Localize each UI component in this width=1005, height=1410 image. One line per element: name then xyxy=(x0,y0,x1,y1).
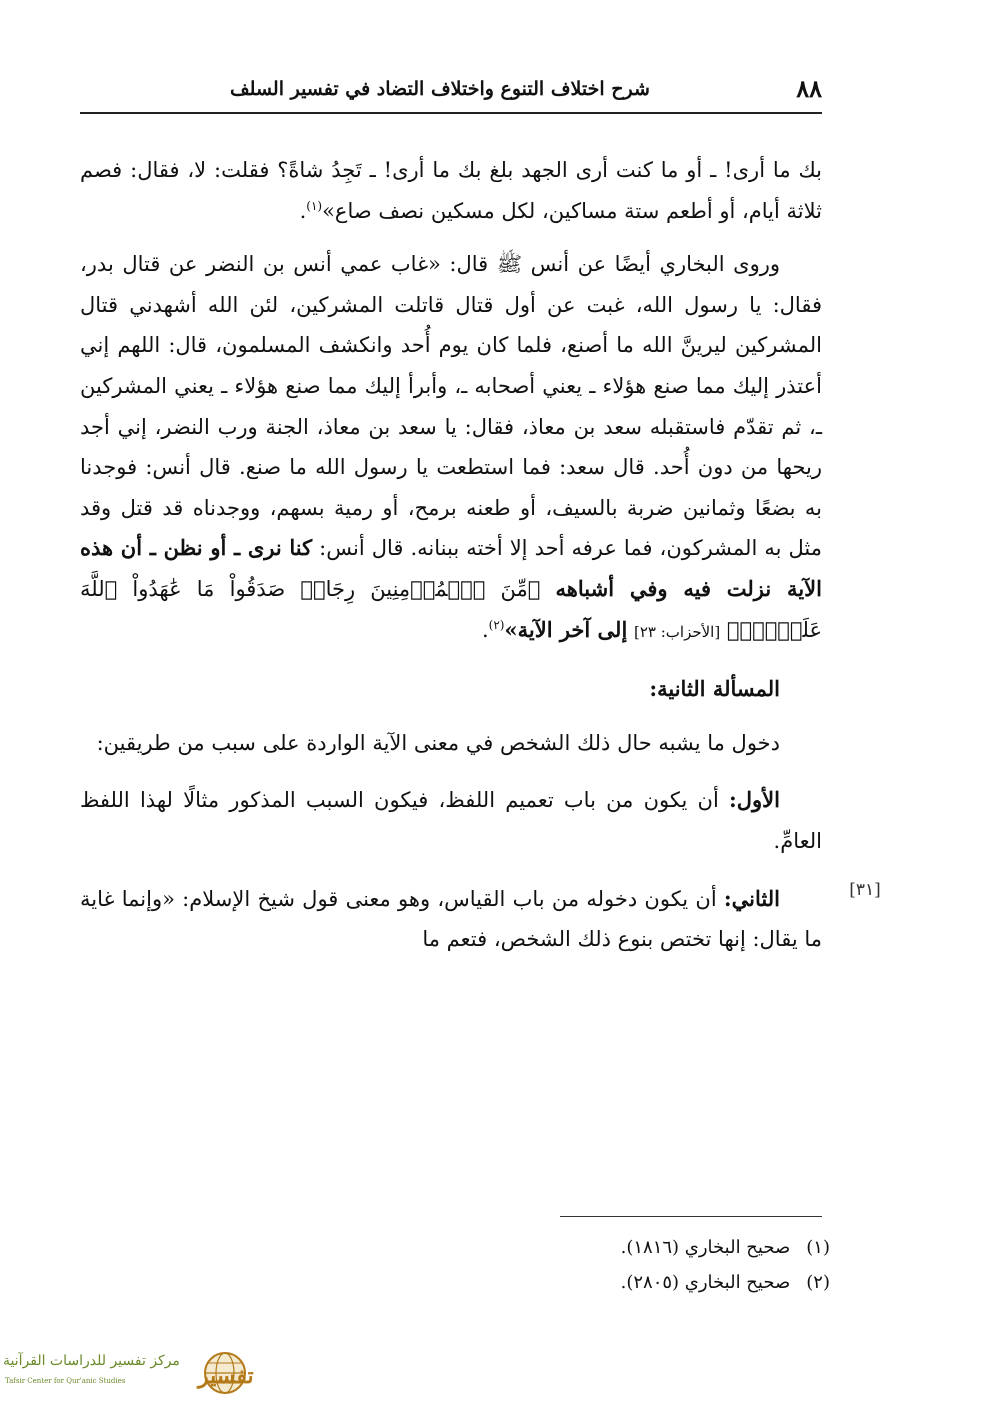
quran-verse: ﴿مِّنَ ٱلۡمُؤۡمِنِينَ رِجَالٞ صَدَقُواْ مَا عَٰهَدُواْ ٱللَّهَ عَلَيۡهِۖ﴾ xyxy=(80,576,822,642)
paragraph-1-text: بك ما أرى! ـ أو ما كنت أرى الجهد بلغ بك ما أرى! ـ تَجِدُ شاةً؟ فقلت: لا، فقال: فصم ثلاثة أيام، أو أطعم ستة مساكين، لكل مسكين نصف صاع» xyxy=(80,158,822,223)
paragraph-2-end: إلى آخر الآية» xyxy=(504,616,628,642)
logo-word: تفسير xyxy=(198,1363,254,1389)
paragraph-3: دخول ما يشبه حال ذلك الشخص في معنى الآية الواردة على سبب من طريقين: xyxy=(96,730,780,755)
paragraph-5 xyxy=(80,879,822,960)
header-rule xyxy=(80,112,822,114)
footnote-2-number: (٢) xyxy=(806,1272,830,1293)
footnote-2 xyxy=(480,1265,830,1300)
tafsir-center-logo xyxy=(3,1345,263,1403)
footnote-1 xyxy=(480,1230,830,1265)
paragraph-2-bold: كنا نرى ـ أو نظن ـ أن هذه الآية نزلت فيه وفي أشباهه xyxy=(80,535,822,601)
footnote-1-text: صحيح البخاري (١٨١٦). xyxy=(620,1237,791,1258)
main-text xyxy=(80,150,822,960)
footnote-ref-2: (٢) xyxy=(488,617,505,632)
running-title: شرح اختلاف التنوع واختلاف التضاد في تفسير السلف xyxy=(230,78,650,100)
page-header xyxy=(80,70,822,110)
logo-arabic-name: مركز تفسير للدراسات القرآنية xyxy=(3,1353,180,1369)
paragraph-4 xyxy=(80,780,822,861)
paragraph-5-label: الثاني: xyxy=(723,885,780,911)
margin-paragraph-number: [٣١] xyxy=(849,880,881,900)
paragraph-4-text: أن يكون من باب تعميم اللفظ، فيكون السبب المذكور مثالًا لهذا اللفظ العامِّ. xyxy=(80,788,822,853)
logo-english-name: Tafsir Center for Qur'anic Studies xyxy=(5,1377,126,1385)
footnote-rule xyxy=(560,1216,822,1217)
verse-reference: [الأحزاب: ٢٣] xyxy=(633,622,721,641)
paragraph-5-text: أن يكون دخوله من باب القياس، وهو معنى قول شيخ الإسلام: «وإنما غاية ما يقال: إنها تختص بنوع ذلك الشخص، فتعم ما xyxy=(80,886,822,952)
paragraph-2-text: وروى البخاري أيضًا عن أنس ﷺ قال: «غاب عمي أنس بن النضر عن قتال بدر، فقال: يا رسول الله، غبت عن أول قتال قاتلت المشركين، لئن الله أشهدني قتال المشركين ليرينَّ الله ما أصنع، فلما كان يوم أُحد وانكشف المسلمون، قال: اللهم إني أعتذر إليك مما صنع هؤلاء ـ يعني أصحابه ـ، وأبرأ إليك مما صنع هؤلاء ـ يعني المشركين ـ، ثم تقدّم فاستقبله سعد بن معاذ، فقال: يا سعد بن معاذ، الجنة ورب النضر، إني أجد ريحها من دون أُحد. قال سعد: فما استطعت يا رسول الله ما صنع. قال أنس: فوجدنا به بضعًا وثمانين ضربة بالسيف، أو طعنه برمح، أو رمية بسهم، ووجدناه قد قتل وقد مثل به المشركون، فما عرفه أحد إلا أخته ببنانه. قال أنس: xyxy=(80,252,822,561)
paragraph-4-label: الأول: xyxy=(729,787,780,813)
section-title: المسألة الثانية: xyxy=(649,676,780,702)
footnote-2-text: صحيح البخاري (٢٨٠٥). xyxy=(620,1272,791,1293)
paragraph-2: وروى البخاري أيضًا عن أنس ﷺ قال: «غاب عمي أنس بن النضر عن قتال بدر، فقال: يا رسول الله، غبت عن أول قتال قاتلت المشركين، لئن الله أشهدني قتال المشركين ليرينَّ الله ما أصنع، فلما كان يوم أُحد وانكشف المسلمون، قال: اللهم إني أعتذر إليك مما صنع هؤلاء ـ يعني أصحابه ـ، وأبرأ إليك مما صنع هؤلاء ـ يعني المشركين ـ، ثم تقدّم فاستقبله سعد بن معاذ، فقال: يا سعد بن معاذ، الجنة ورب النضر، إني أجد ريحها من دون أُحد. قال سعد: فما استطعت يا رسول الله ما صنع. قال أنس: فوجدنا به بضعًا وثمانين ضربة بالسيف، أو طعنه برمح، أو رمية بسهم، ووجدناه قد قتل وقد مثل به المشركون، فما عرفه أحد إلا أخته ببنانه. قال أنس: كنا نرى ـ أو نظن ـ أن هذه الآية نزلت فيه وفي أشباهه ﴿مِّنَ ٱلۡمُؤۡمِنِينَ رِجَالٞ صَدَقُواْ مَا عَٰهَدُواْ ٱللَّهَ عَلَيۡهِۖ﴾ [الأحزاب: ٢٣] إلى آخر الآية»$^{(٢)}$. xyxy=(80,252,822,642)
paragraph-1: بك ما أرى! ـ أو ما كنت أرى الجهد بلغ بك ما أرى! ـ تَجِدُ شاةً؟ فقلت: لا، فقال: فصم ثلاثة أيام، أو أطعم ستة مساكين، لكل مسكين نصف صاع»$^{(١)}$. xyxy=(80,158,822,223)
footnote-ref-1: (١) xyxy=(306,198,323,213)
page-number: ٨٨ xyxy=(796,74,822,103)
footnotes xyxy=(480,1230,830,1300)
footnote-1-number: (١) xyxy=(806,1237,830,1258)
